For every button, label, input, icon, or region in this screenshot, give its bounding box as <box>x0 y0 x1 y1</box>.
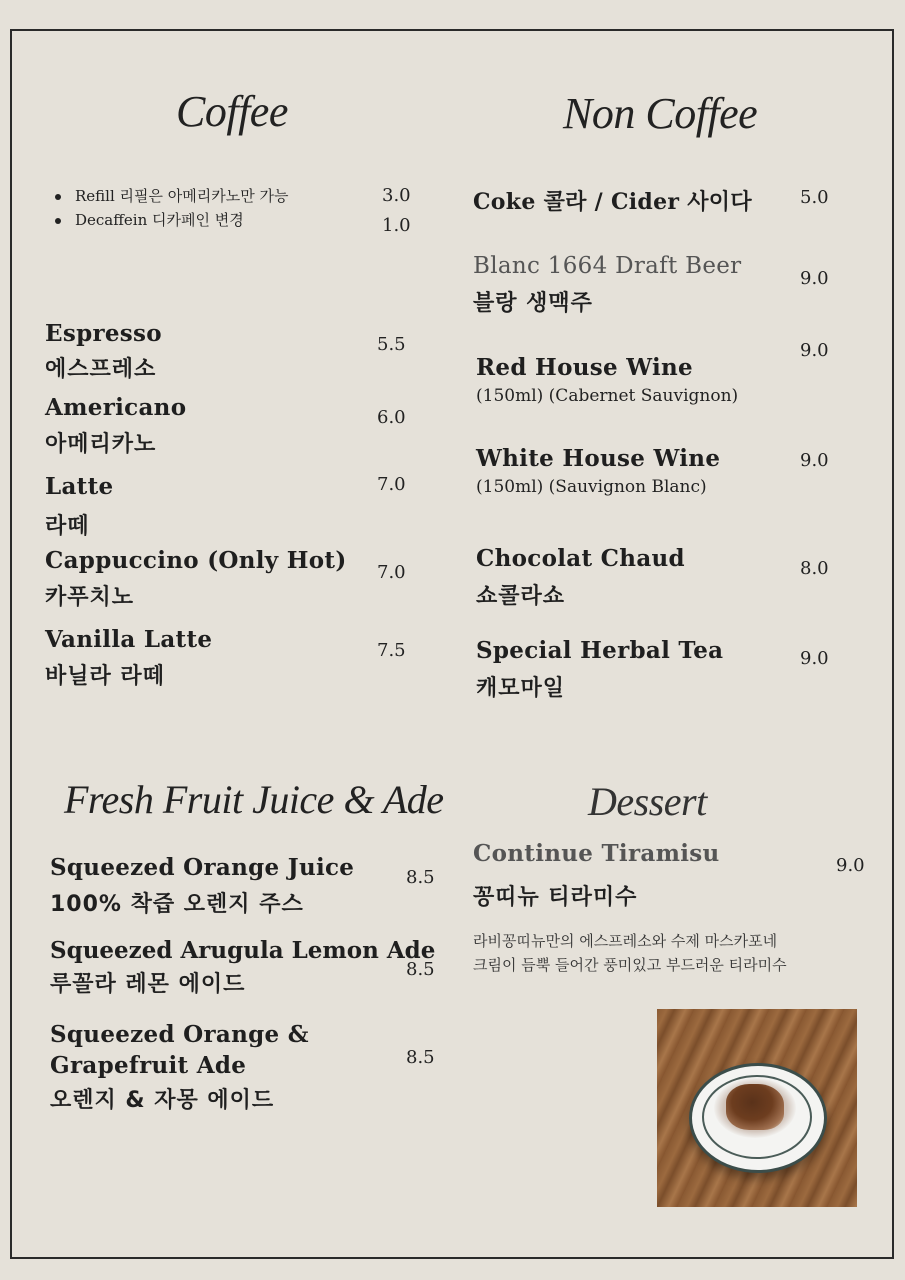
tiramisu-description-line1: 라비꽁띠뉴만의 에스프레소와 수제 마스카포네 <box>473 932 778 950</box>
orange-grapefruit-name: Squeezed Orange & <box>50 1021 309 1048</box>
beer-price: 9.0 <box>800 268 829 289</box>
beer-name: Blanc 1664 Draft Beer <box>473 253 742 279</box>
chocolat-name: Chocolat Chaud <box>476 545 685 572</box>
chocolat-korean: 쇼콜라쇼 <box>476 584 566 609</box>
tiramisu-photo <box>657 1009 857 1207</box>
white-wine-name: White House Wine <box>476 445 721 472</box>
cappuccino-korean: 카푸치노 <box>45 585 135 610</box>
arugula-ade-name: Squeezed Arugula Lemon Ade <box>50 937 436 964</box>
beer-korean: 블랑 생맥주 <box>473 291 593 316</box>
coke-cider-name: Coke 콜라 / Cider 사이다 <box>473 189 752 215</box>
red-wine-price: 9.0 <box>800 340 829 361</box>
orange-juice-korean: 100% 착즙 오렌지 주스 <box>50 892 304 917</box>
herbal-tea-name: Special Herbal Tea <box>476 637 724 664</box>
americano-price: 6.0 <box>377 407 406 428</box>
coke-cider-price: 5.0 <box>800 187 829 208</box>
coffee-heading: Coffee <box>176 87 288 136</box>
espresso-korean: 에스프레소 <box>45 357 157 382</box>
tiramisu-name: Continue Tiramisu <box>473 840 720 867</box>
non-coffee-heading: Non Coffee <box>563 89 758 138</box>
white-wine-price: 9.0 <box>800 450 829 471</box>
tiramisu-description-line2: 크림이 듬뿍 들어간 풍미있고 부드러운 티라미수 <box>473 956 787 974</box>
tiramisu-cake <box>726 1084 784 1130</box>
refill-note: Refill 리필은 아메리카노만 가능 <box>55 185 288 206</box>
cappuccino-price: 7.0 <box>377 562 406 583</box>
espresso-price: 5.5 <box>377 334 406 355</box>
vanilla-latte-name: Vanilla Latte <box>45 626 213 653</box>
latte-price: 7.0 <box>377 474 406 495</box>
arugula-ade-price: 8.5 <box>406 959 435 980</box>
tiramisu-korean: 꽁띠뉴 티라미수 <box>473 885 638 910</box>
bullet-icon <box>55 194 61 200</box>
dessert-heading: Dessert <box>588 779 707 824</box>
red-wine-name: Red House Wine <box>476 354 693 381</box>
white-wine-detail: (150ml) (Sauvignon Blanc) <box>476 477 707 497</box>
herbal-tea-price: 9.0 <box>800 648 829 669</box>
plate <box>689 1063 827 1173</box>
orange-juice-price: 8.5 <box>406 867 435 888</box>
refill-price: 3.0 <box>382 185 411 206</box>
americano-name: Americano <box>45 394 187 421</box>
arugula-ade-korean: 루꼴라 레몬 에이드 <box>50 972 246 997</box>
tiramisu-price: 9.0 <box>836 855 865 876</box>
latte-name: Latte <box>45 473 114 500</box>
bullet-icon <box>55 218 61 224</box>
juice-heading: Fresh Fruit Juice & Ade <box>64 777 444 822</box>
vanilla-latte-korean: 바닐라 라떼 <box>45 664 165 689</box>
decaf-note: Decaffein 디카페인 변경 <box>55 209 244 230</box>
americano-korean: 아메리카노 <box>45 432 157 457</box>
orange-grapefruit-korean: 오렌지 & 자몽 에이드 <box>50 1088 275 1113</box>
orange-grapefruit-price: 8.5 <box>406 1047 435 1068</box>
decaf-price: 1.0 <box>382 215 411 236</box>
orange-grapefruit-name-line2: Grapefruit Ade <box>50 1052 247 1079</box>
espresso-name: Espresso <box>45 320 162 347</box>
red-wine-detail: (150ml) (Cabernet Sauvignon) <box>476 386 739 406</box>
chocolat-price: 8.0 <box>800 558 829 579</box>
orange-juice-name: Squeezed Orange Juice <box>50 854 355 881</box>
cappuccino-name: Cappuccino (Only Hot) <box>45 547 347 574</box>
vanilla-latte-price: 7.5 <box>377 640 406 661</box>
latte-korean: 라떼 <box>45 514 90 539</box>
herbal-tea-korean: 캐모마일 <box>476 676 566 701</box>
